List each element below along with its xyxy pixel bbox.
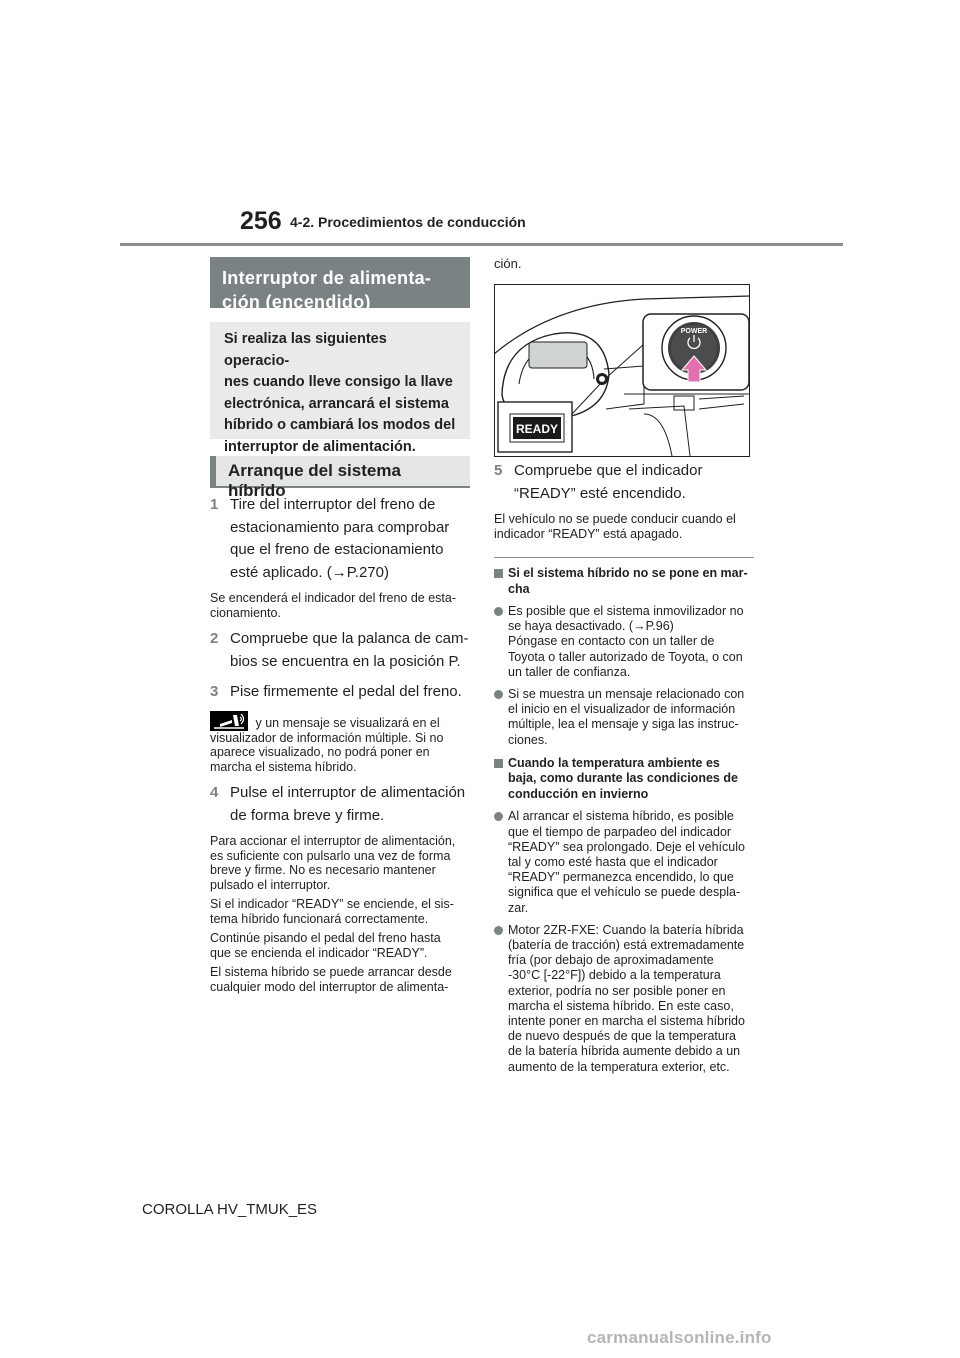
note-text: visualizador de información múltiple. Si no aparece visualizado, no podrá poner en marcha el sistema híbrido. <box>210 730 444 774</box>
step-text: “READY” esté encendido. <box>514 484 686 502</box>
info-bullet: Al arrancar el sistema híbrido, es posible que el tiempo de parpadeo del indicador “READY” sea prolongado. Deje el vehículo tal y como esté hasta que el indicador “READY” permanezca encendido, lo que significa que el vehículo se puede despla- zar. <box>494 809 754 915</box>
step-text: Pise firmemente el pedal del freno. <box>230 683 462 700</box>
page-number: 256 <box>240 207 282 235</box>
step-note: Si el indicador “READY” se enciende, el sis- tema híbrido funcionará correctamente. <box>210 897 454 926</box>
info-heading: Si el sistema híbrido no se pone en mar- cha <box>494 566 754 597</box>
header-divider <box>120 243 843 246</box>
step-number: 3 <box>210 683 219 700</box>
step-text: Compruebe que el indicador <box>514 462 703 479</box>
intro-line: interruptor de alimentación. <box>224 438 416 455</box>
step-text: estacionamiento para comprobar <box>230 518 450 536</box>
info-bullet: Es posible que el sistema inmovilizador no se haya desactivado. (→P.96) Póngase en contacto con un taller de Toyota o taller autorizado de Toyota, o con un taller de confianza. <box>494 604 754 680</box>
left-column-body <box>210 494 470 994</box>
intro-line: híbrido o cambiará los modos del <box>224 417 456 434</box>
step-text: bios se encuentra en la posición P. <box>230 652 461 670</box>
step-text: esté aplicado. (→P.270) <box>230 563 389 581</box>
step-text: Tire del interruptor del freno de <box>230 496 436 513</box>
document-code: COROLLA HV_TMUK_ES <box>142 1201 318 1218</box>
brake-warning-icon <box>210 711 248 731</box>
step-note: Se encenderá el indicador del freno de esta- cionamiento. <box>210 591 456 620</box>
sub-heading: Arranque del sistema híbrido <box>210 456 470 488</box>
step-text: Compruebe que la palanca de cam- <box>230 630 469 647</box>
intro-box <box>210 322 470 455</box>
info-bullet: Si se muestra un mensaje relacionado con el inicio en el visualizador de información múltiple, lea el mensaje y siga las instruc- ciones. <box>494 687 754 748</box>
main-heading: Interruptor de alimenta- ción (encendido) <box>210 257 470 308</box>
step-note: El sistema híbrido se puede arrancar desde cualquier modo del interruptor de alimenta- <box>210 965 452 994</box>
power-label: POWER <box>680 328 708 335</box>
power-switch-figure <box>494 284 750 457</box>
step-note <box>210 711 470 775</box>
step-number: 5 <box>494 462 503 479</box>
info-bullet: Motor 2ZR-FXE: Cuando la batería híbrida (batería de tracción) está extremadamente fría (por debajo de aproximadamente -30°C [-22°F]) debido a la temperatura exterior, podría no ser posible poner en marcha el sistema híbrido. En este caso, intente poner en marcha el sistema híbrido de nuevo después de que la temperatura de la batería híbrida aumente debido a un aumento de la temperatura exterior, etc. <box>494 923 754 1075</box>
intro-line: nes cuando lleve consigo la llave <box>224 374 453 391</box>
section-divider <box>494 557 754 558</box>
step-note: El vehículo no se puede conducir cuando el indicador “READY” está apagado. <box>494 512 736 541</box>
step-text: que el freno de estacionamiento <box>230 541 444 558</box>
step-text: Pulse el interruptor de alimentación <box>230 784 466 801</box>
step-note: Para accionar el interruptor de alimentación, es suficiente con pulsarlo una vez de forma breve y firme. No es necesario mantener pulsado el interruptor. <box>210 834 456 892</box>
section-title: 4-2. Procedimientos de conducción <box>290 214 526 230</box>
note-text: y un mensaje se visualizará en el <box>252 715 440 730</box>
step-3 <box>210 681 470 704</box>
step-5 <box>494 460 754 505</box>
step-text: de forma breve y firme. <box>230 806 385 824</box>
step-4 <box>210 782 470 827</box>
step-number: 2 <box>210 630 219 647</box>
watermark: carmanualsonline.info <box>587 1328 772 1347</box>
ready-indicator: READY <box>515 422 559 436</box>
continuation-text: ción. <box>494 256 522 271</box>
right-column-body <box>494 460 754 1075</box>
step-number: 4 <box>210 784 219 801</box>
step-number: 1 <box>210 496 219 513</box>
step-2 <box>210 628 470 673</box>
step-note: Continúe pisando el pedal del freno hasta que se encienda el indicador “READY”. <box>210 931 441 960</box>
info-heading: Cuando la temperatura ambiente es baja, como durante las condiciones de conducción en invierno <box>494 756 754 803</box>
intro-line: Si realiza las siguientes operacio- <box>224 331 387 369</box>
intro-line: electrónica, arrancará el sistema <box>224 395 449 412</box>
step-1 <box>210 494 470 584</box>
